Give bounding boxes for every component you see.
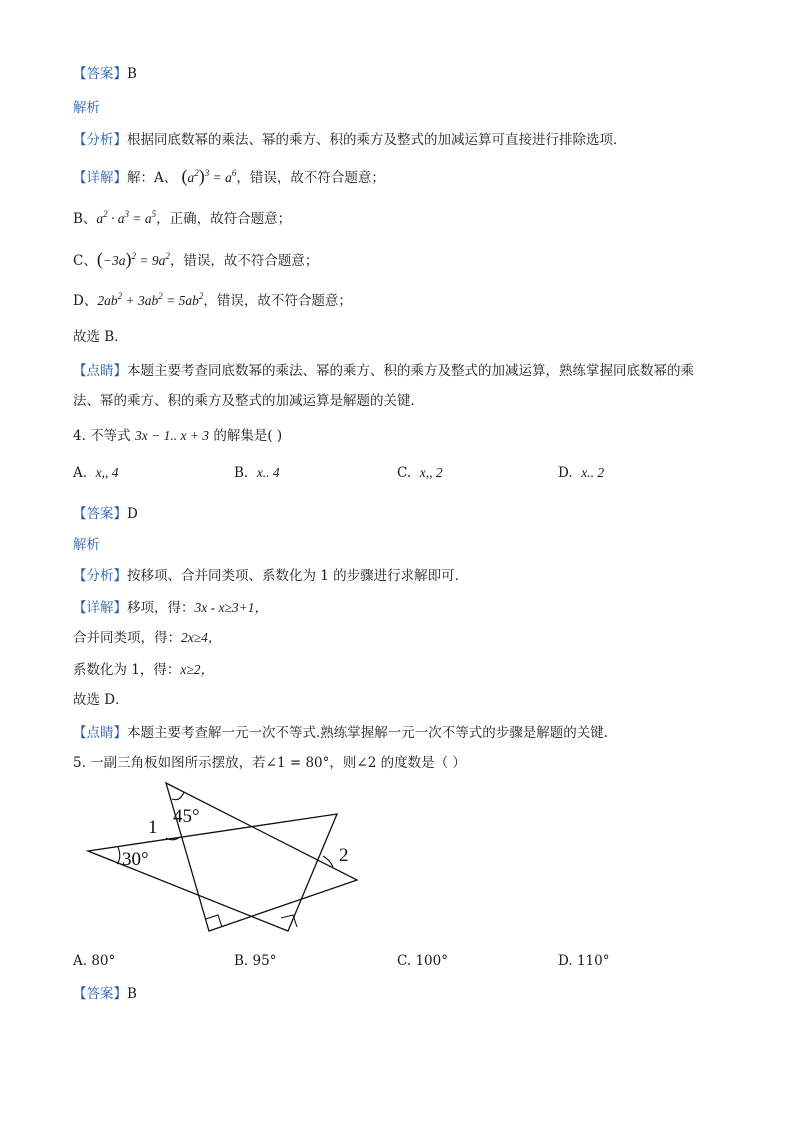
q3-answer-line <box>73 64 137 84</box>
q4-step3: 系数化为 1，得：x≥2， <box>73 662 215 678</box>
q3-analysis-label: 解析 <box>73 100 100 116</box>
right-angle-mark-left <box>206 915 222 927</box>
q4-fenxi: 【分析】按移项、合并同类项、系数化为 1 的步骤进行求解即可． <box>73 568 469 584</box>
label-30: 30° <box>122 849 149 870</box>
q4-option-b: B. x.. 4 <box>234 465 280 481</box>
formula-a: $(a^2)^3 = a^6$ <box>181 166 237 186</box>
label-2: 2 <box>339 845 349 866</box>
q4-step2: 合并同类项，得：2x≥4， <box>73 630 222 646</box>
q3-fenxi: 【分析】根据同底数幂的乘法、幂的乘方、积的乘方及整式的加减运算可直接进行排除选项． <box>73 132 627 148</box>
q5-stem: 5. 一副三角板如图所示摆放，若∠1 = 80°，则∠2 的度数是（ ） <box>73 755 466 771</box>
q3-option-d: D、$2ab^2 + 3ab^2 = 5ab^2$，错误，故不符合题意； <box>73 291 352 309</box>
q4-analysis-label: 解析 <box>73 537 100 553</box>
q5-answer-line: 【答案】B <box>73 986 137 1002</box>
q4-option-c: C. x,, 2 <box>397 465 443 481</box>
q3-option-b: B、$a^2 \cdot a^3 = a^5$，正确，故符合题意； <box>73 209 292 227</box>
q4-choose: 故选 D． <box>73 692 129 708</box>
q3-choose: 故选 B． <box>73 329 128 345</box>
triangle-30-60-90 <box>88 814 337 931</box>
arc-30 <box>117 847 120 864</box>
formula-d: $2ab^2 + 3ab^2 = 5ab^2$ <box>97 291 204 308</box>
arc-45 <box>172 792 184 800</box>
formula-b: $a^2 \cdot a^3 = a^5$ <box>96 209 157 226</box>
triangle-figure <box>84 778 364 936</box>
q3-dianjing-1: 【点睛】本题主要考查同底数幂的乘法、幂的乘方、积的乘方及整式的加减运算，熟练掌握同底数幂的乘 <box>73 363 694 379</box>
triangle-svg <box>84 778 364 936</box>
q4-dianjing: 【点睛】本题主要考查解一元一次不等式.熟练掌握解一元一次不等式的步骤是解题的关键. <box>73 725 609 741</box>
q4-option-d: D. x.. 2 <box>558 465 605 481</box>
q3-xiangjie-a: 【详解】解：A、 $(a^2)^3 = a^6$，错误，故不符合题意； <box>73 166 385 186</box>
q4-option-a: A. x,, 4 <box>73 465 119 481</box>
q3-option-c: C、$(-3a)^2 = 9a^2$，错误，故不符合题意； <box>73 249 319 269</box>
formula-c: $(-3a)^2 = 9a^2$ <box>96 249 170 269</box>
answer-value: B <box>127 66 137 82</box>
q4-step1: 【详解】移项，得：3x - x≥3+1， <box>73 600 268 616</box>
q5-option-c: C. 100° <box>397 953 448 969</box>
q4-stem: 4. 不等式 3x − 1.. x + 3 的解集是( ) <box>73 428 283 444</box>
answer-tag: 【答案】 <box>73 66 127 82</box>
q4-answer-line: 【答案】D <box>73 506 138 522</box>
q5-option-a: A. 80° <box>73 953 116 969</box>
q5-option-b: B. 95° <box>234 953 277 969</box>
label-45: 45° <box>173 806 200 827</box>
q5-option-d: D. 110° <box>558 953 610 969</box>
label-1: 1 <box>148 817 158 838</box>
q3-dianjing-2: 法、幂的乘方、积的乘方及整式的加减运算是解题的关键． <box>73 393 424 409</box>
